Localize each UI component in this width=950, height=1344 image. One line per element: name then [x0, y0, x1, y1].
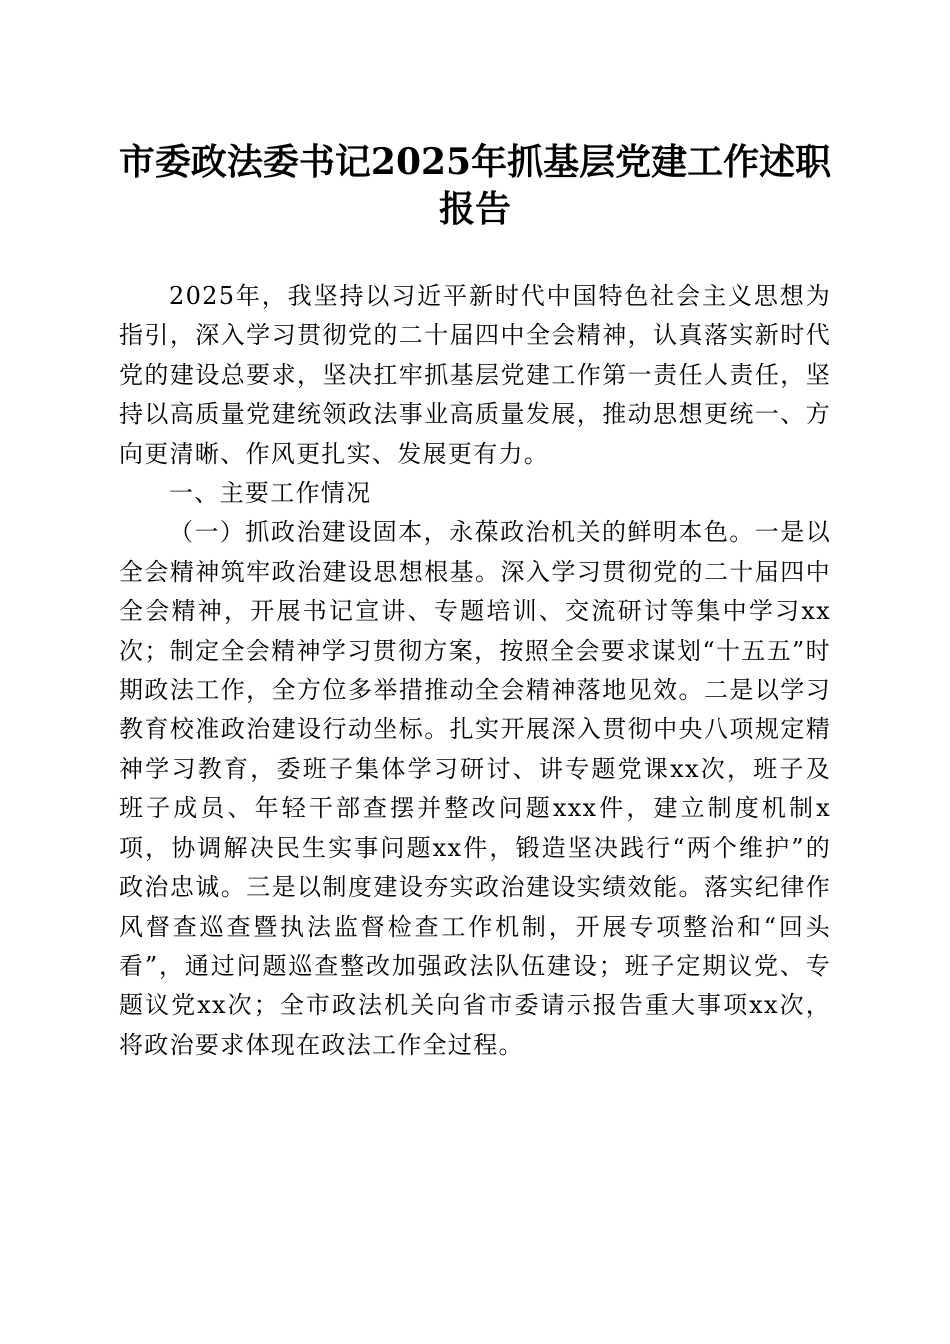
subsection-body: 一是以全会精神筑牢政治建设思想根基。深入学习贯彻党的二十届四中全会精神，开展书记宣讲、专题培训、交流研讨等集中学习xx次；制定全会精神学习贯彻方案，按照全会要求谋划“十五五”时期政法工作，全方位多举措推动全会精神落地见效。二是以学习教育校准政治建设行动坐标。扎实开展深入贯彻中央八项规定精神学习教育，委班子集体学习研讨、讲专题党课xx次，班子及班子成员、年轻干部查摆并整改问题xxx件，建立制度机制x项，协调解决民生实事问题xx件，锻造坚决践行“两个维护”的政治忠诚。三是以制度建设夯实政治建设实绩效能。落实纪律作风督查巡查暨执法监督检查工作机制，开展专项整治和“回头看”，通过问题巡查整改加强政法队伍建设；班子定期议党、专题议党xx次；全市政法机关向省市委请示报告重大事项xx次，将政治要求体现在政法工作全过程。	[119, 518, 832, 1059]
document-body	[119, 277, 831, 1065]
subsection-heading: （一）抓政治建设固本，永葆政治机关的鲜明本色。	[169, 518, 755, 547]
document-title-line1: 市委政法委书记2025年抓基层党建工作述职	[118, 141, 832, 183]
document-title-line2: 报告	[438, 188, 511, 230]
subsection-paragraph	[119, 513, 831, 1065]
intro-paragraph: 2025年，我坚持以习近平新时代中国特色社会主义思想为指引，深入学习贯彻党的二十届四中全会精神，认真落实新时代党的建设总要求，坚决扛牢抓基层党建工作第一责任人责任，坚持以高质量党建统领政法事业高质量发展，推动思想更统一、方向更清晰、作风更扎实、发展更有力。	[119, 282, 831, 468]
section-heading: 一、主要工作情况	[169, 479, 372, 508]
